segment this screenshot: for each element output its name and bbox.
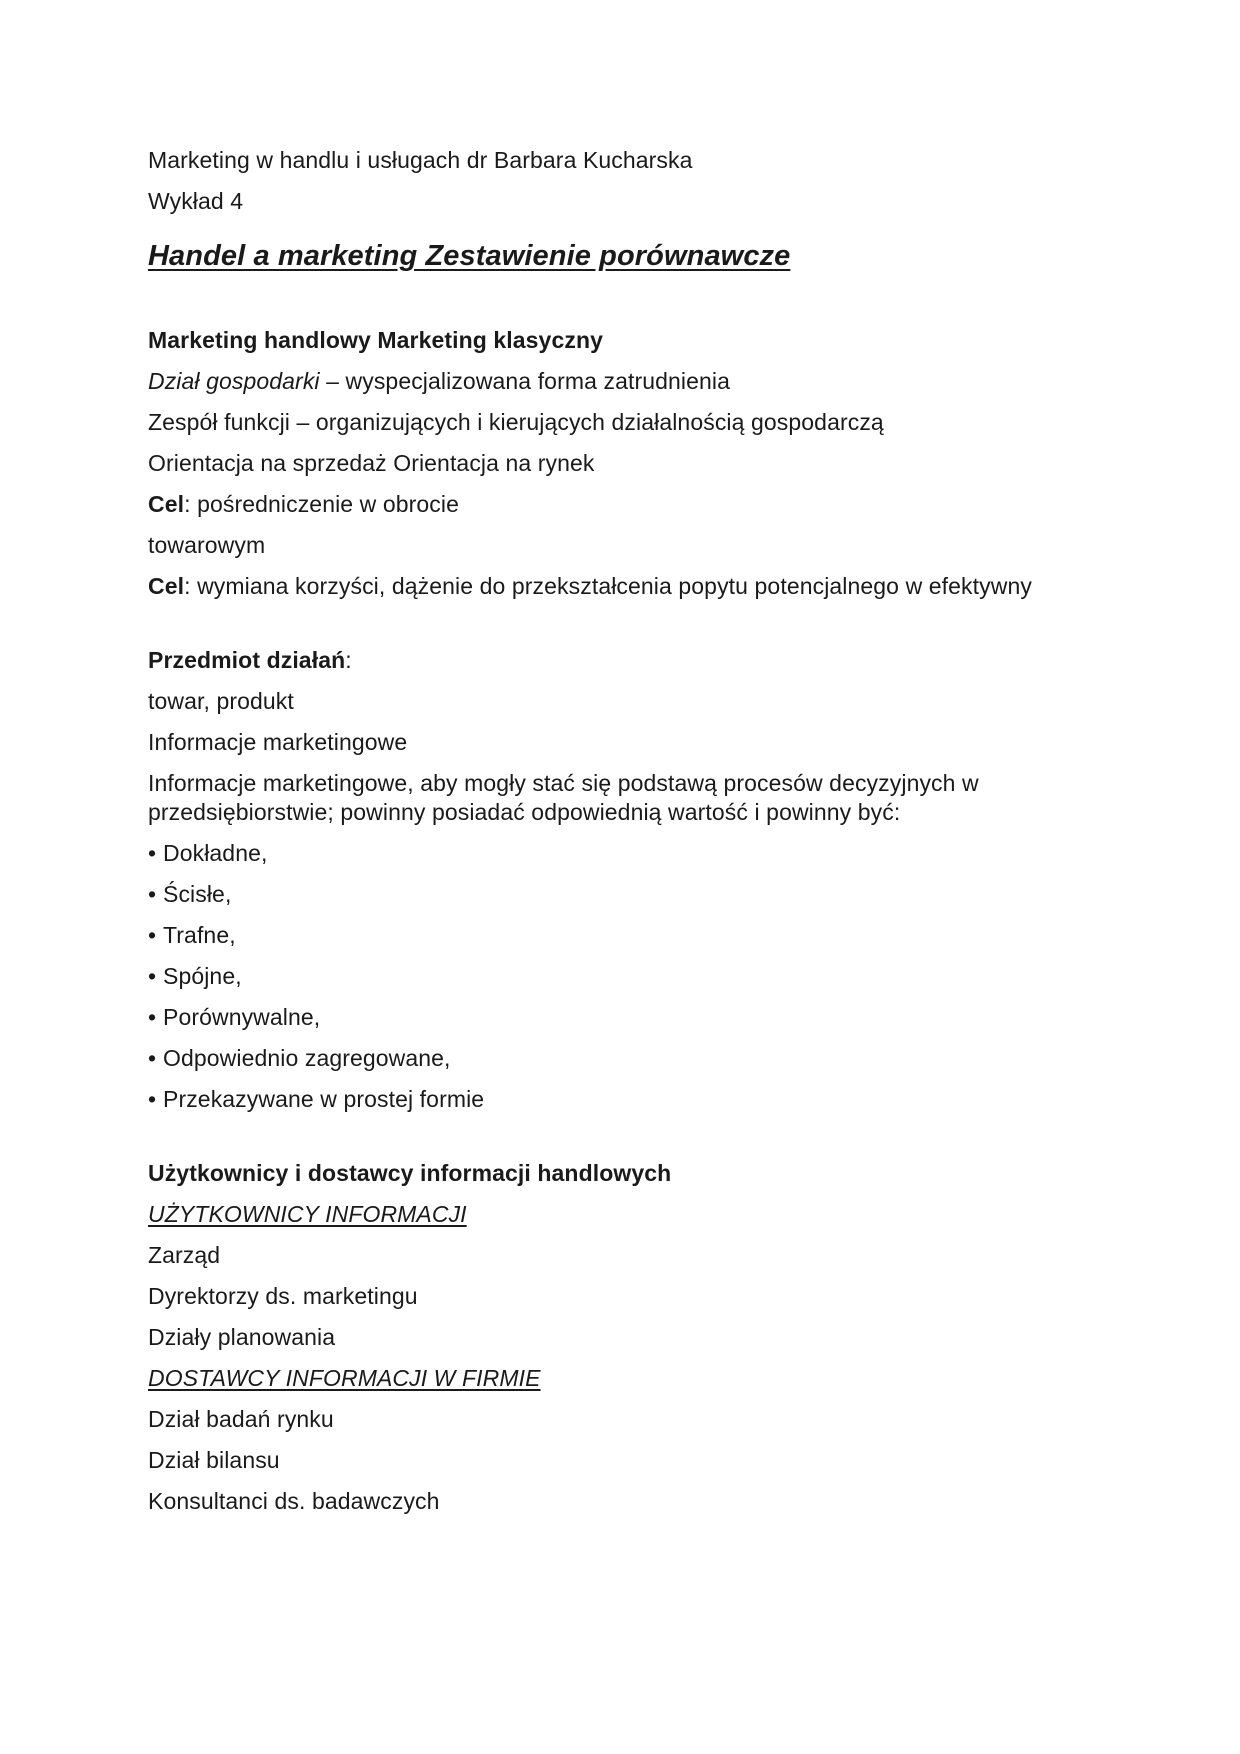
subject-item-2: Informacje marketingowe [148, 729, 408, 755]
cel1-line [148, 490, 1078, 519]
subject-description: Informacje marketingowe, aby mogły stać się podstawą procesów decyzyjnych w przedsiębiorstwie; powinny posiadać odpowiednią wartość i powinny być: [148, 770, 979, 825]
cel2-text: : wymiana korzyści, dążenie do przekształcenia popytu potencjalnego w efektywny [184, 573, 1032, 599]
users-subheading: UŻYTKOWNICY INFORMACJI [148, 1201, 467, 1227]
users-list-item: Działy planowania [148, 1324, 336, 1350]
course-title: Marketing w handlu i usługach dr Barbara Kucharska [148, 147, 693, 173]
users-list-item: Dyrektorzy ds. marketingu [148, 1283, 418, 1309]
bullet-item: • Przekazywane w prostej formie [148, 1085, 1078, 1114]
suppliers-subheading: DOSTAWCY INFORMACJI W FIRMIE [148, 1365, 541, 1391]
page-title: Handel a marketing Zestawienie porównawcze [148, 240, 791, 272]
subject-heading [148, 646, 1078, 675]
dzial-rest: – wyspecjalizowana forma zatrudnienia [319, 368, 730, 394]
dzial-italic: Dział gospodarki [148, 368, 320, 394]
bullet-item: • Odpowiednio zagregowane, [148, 1044, 1078, 1073]
users-heading: Użytkownicy i dostawcy informacji handlowych [148, 1160, 672, 1186]
bullet-item: • Ścisłe, [148, 880, 1078, 909]
zespol-line: Zespół funkcji – organizujących i kierujących działalnością gospodarczą [148, 409, 884, 435]
comparison-heading: Marketing handlowy Marketing klasyczny [148, 327, 603, 353]
bullet-item: • Dokładne, [148, 839, 1078, 868]
cel1-label: Cel [148, 491, 185, 517]
suppliers-list-item: Dział bilansu [148, 1447, 280, 1473]
bullet-item: • Porównywalne, [148, 1003, 1078, 1032]
bullet-item: • Trafne, [148, 921, 1078, 950]
bullet-item: • Spójne, [148, 962, 1078, 991]
quality-bullet-list [148, 839, 1078, 1114]
users-list-item: Zarząd [148, 1242, 221, 1268]
subject-heading-bold: Przedmiot działań [148, 647, 346, 673]
suppliers-list-item: Konsultanci ds. badawczych [148, 1488, 440, 1514]
subject-item-1: towar, produkt [148, 688, 294, 714]
cel2-line [148, 572, 1068, 601]
dzial-line [148, 367, 1078, 396]
cel2-label: Cel [148, 573, 185, 599]
cel1-text: : pośredniczenie w obrocie [184, 491, 460, 517]
cel1-continuation: towarowym [148, 532, 266, 558]
document-body [148, 146, 1078, 1516]
suppliers-list-item: Dział badań rynku [148, 1406, 334, 1432]
lecture-number: Wykład 4 [148, 188, 244, 214]
subject-heading-colon: : [345, 647, 352, 673]
orientacja-line: Orientacja na sprzedaż Orientacja na rynek [148, 450, 595, 476]
